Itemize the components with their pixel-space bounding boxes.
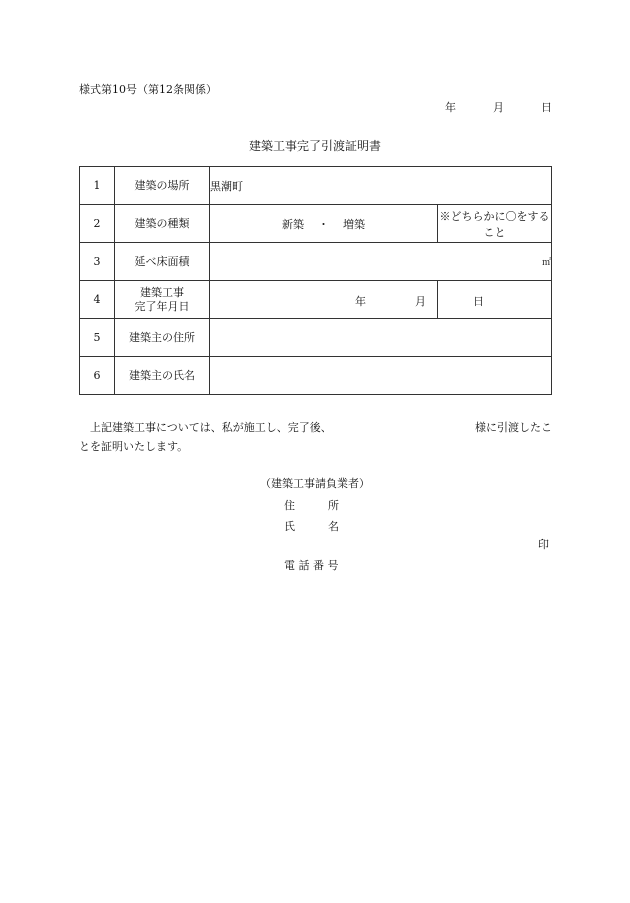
floor-area-field[interactable]	[210, 243, 552, 281]
address-char: 所	[328, 499, 339, 512]
certification-statement	[79, 418, 552, 456]
choice-note: ※どちらかに〇をすること	[438, 205, 552, 243]
contractor-heading: （建築工事請負業者）	[260, 477, 370, 490]
date-year-label: 年	[445, 101, 456, 114]
document-title: 建築工事完了引渡証明書	[248, 139, 381, 153]
row-number: 4	[80, 281, 115, 319]
form-number: 様式第10号（第12条関係）	[79, 83, 217, 96]
choice-extension[interactable]: 増築	[343, 217, 365, 231]
statement-line1-start: 上記建築工事については、私が施工し、完了後、	[90, 421, 332, 434]
item-label-type: 建築の種類	[115, 205, 210, 243]
contractor-phone-label: 電 話 番 号	[284, 559, 339, 572]
seal-mark: 印	[538, 538, 549, 551]
item-label-owner-address: 建築主の住所	[115, 319, 210, 357]
certificate-table	[79, 166, 552, 395]
issue-date	[445, 99, 551, 113]
address-char: 住	[284, 499, 295, 512]
building-type-choice[interactable]	[210, 205, 438, 243]
choice-new-build[interactable]: 新築	[282, 217, 304, 231]
name-char: 氏	[284, 520, 295, 533]
row-number: 5	[80, 319, 115, 357]
table-row	[80, 357, 552, 395]
table-row	[80, 281, 552, 319]
row-number: 1	[80, 167, 115, 205]
statement-line2: とを証明いたします。	[79, 440, 189, 453]
completion-date-field[interactable]	[210, 281, 484, 319]
location-value[interactable]: 黒潮町	[210, 167, 552, 205]
item-label-owner-name: 建築主の氏名	[115, 357, 210, 395]
item-label-line: 完了年月日	[134, 299, 190, 313]
table-row	[80, 167, 552, 205]
name-char: 名	[328, 520, 339, 533]
table-row	[80, 205, 552, 243]
contractor-name-label	[284, 518, 340, 532]
owner-address-field[interactable]	[210, 319, 552, 357]
item-label-location: 建築の場所	[115, 167, 210, 205]
contractor-address-label	[284, 497, 340, 511]
completion-day-label: 日	[473, 295, 484, 308]
completion-year-label: 年	[355, 295, 366, 308]
table-row	[80, 319, 552, 357]
item-label-line: 建築工事	[140, 285, 184, 299]
owner-name-field[interactable]	[210, 357, 552, 395]
item-label-floor-area: 延べ床面積	[115, 243, 210, 281]
row-number: 2	[80, 205, 115, 243]
statement-line1-end: 様に引渡したこ	[475, 421, 552, 434]
item-label-completion-date	[115, 281, 210, 319]
row-number: 3	[80, 243, 115, 281]
square-meter-unit: ㎡	[541, 258, 551, 268]
date-month-label: 月	[493, 101, 504, 114]
row-number: 6	[80, 357, 115, 395]
completion-month-label: 月	[415, 295, 426, 308]
choice-separator: ・	[318, 217, 329, 231]
date-day-label: 日	[541, 101, 552, 114]
completion-extra-cell	[438, 281, 552, 319]
table-row	[80, 243, 552, 281]
